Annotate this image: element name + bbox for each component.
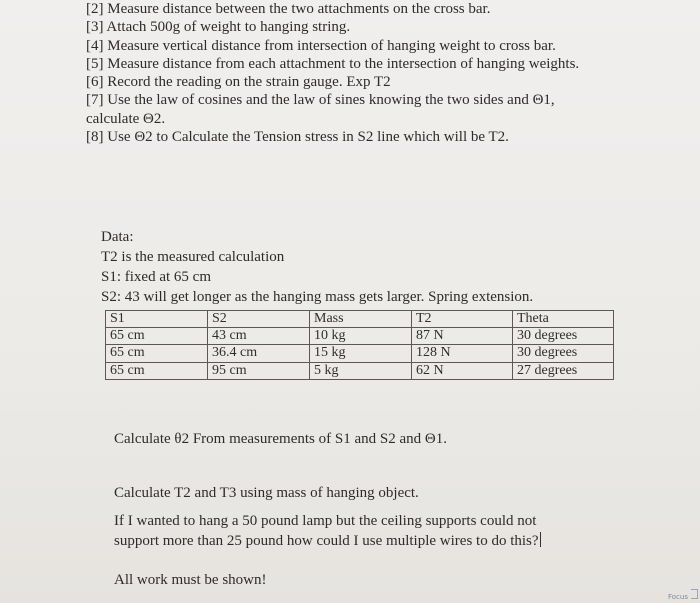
table-cell: 62 N — [412, 362, 513, 379]
question-text: Calculate T2 and T3 using mass of hanging object. — [114, 485, 419, 501]
table-cell: 36.4 cm — [208, 345, 310, 362]
table-header-cell: Theta — [513, 311, 614, 328]
table-row — [106, 362, 614, 379]
table-header-cell: T2 — [412, 311, 513, 328]
table-header-cell: S1 — [106, 311, 208, 328]
table-cell: 95 cm — [208, 362, 310, 379]
data-line: S2: 43 will get longer as the hanging mass gets larger. Spring extension. — [101, 288, 534, 305]
question-text: Calculate θ2 From measurements of S1 and S2 and Θ1. — [114, 431, 447, 447]
question-lamp — [114, 512, 584, 551]
question-text — [114, 512, 584, 551]
step-7: [7] Use the law of cosines and the law of sines knowing the two sides and Θ1, calculate Θ2. — [86, 92, 555, 127]
data-line: T2 is the measured calculation — [101, 248, 285, 265]
table-cell: 15 kg — [310, 345, 412, 362]
step-3: [3] Attach 500g of weight to hanging string. — [86, 19, 351, 36]
table-cell: 87 N — [412, 328, 513, 345]
question-tensions — [114, 484, 584, 504]
instruction-text: All work must be shown! — [114, 572, 267, 588]
step-2: [2] Measure distance between the two attachments on the cross bar. — [86, 1, 491, 17]
table-cell: 128 N — [412, 345, 513, 362]
table-header-cell: S2 — [208, 311, 310, 328]
data-section — [101, 228, 601, 308]
measurement-table — [105, 310, 614, 380]
table-row — [106, 345, 614, 362]
step-6: [6] Record the reading on the strain gauge. Exp T2 — [86, 74, 391, 91]
table-cell: 65 cm — [106, 362, 208, 379]
step-8: [8] Use Θ2 to Calculate the Tension stress in S2 line which will be T2. — [86, 129, 509, 146]
procedure-steps — [86, 0, 606, 146]
table-cell: 43 cm — [208, 328, 310, 345]
text-cursor — [540, 532, 541, 547]
table-cell: 5 kg — [310, 362, 412, 379]
focus-label: Focus — [668, 593, 688, 601]
table-cell: 30 degrees — [513, 328, 614, 345]
table-cell: 10 kg — [310, 328, 412, 345]
table-row — [106, 328, 614, 345]
question-text-body: If I wanted to hang a 50 pound lamp but the ceiling supports could not support more than 25 pound how could I use multiple wires to do this? — [114, 513, 539, 549]
table-cell: 30 degrees — [513, 345, 614, 362]
question-theta2 — [114, 430, 584, 450]
table-cell: 27 degrees — [513, 362, 614, 379]
table-header-row — [106, 311, 614, 328]
instruction-note — [114, 571, 584, 591]
data-heading: Data: — [101, 229, 134, 245]
corner-bracket-icon — [691, 589, 698, 599]
step-4: [4] Measure vertical distance from intersection of hanging weight to cross bar. — [86, 37, 556, 54]
table-cell: 65 cm — [106, 328, 208, 345]
table-header-cell: Mass — [310, 311, 412, 328]
data-line: S1: fixed at 65 cm — [101, 268, 211, 285]
table-cell: 65 cm — [106, 345, 208, 362]
step-5: [5] Measure distance from each attachment to the intersection of hanging weights. — [86, 55, 580, 72]
